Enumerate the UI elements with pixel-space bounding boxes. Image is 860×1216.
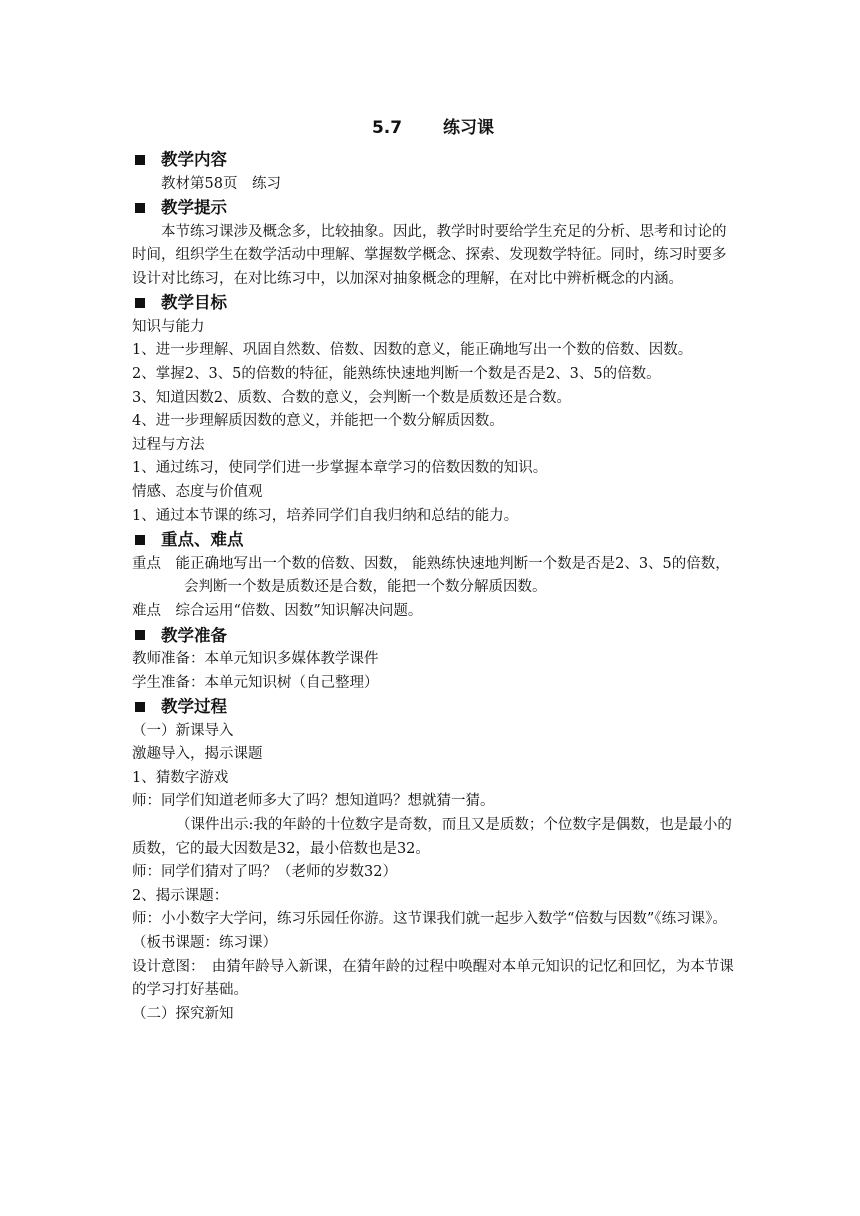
section-heading-prep: 教学准备 [132, 624, 734, 649]
hint-paragraph: 本节练习课涉及概念多，比较抽象。因此，教学时时要给学生充足的分析、思考和讨论的时间，组织学生在数学活动中理解、掌握数学概念、探索、发现数学特征。同时，练习时要多设计对比练习，在对比练习中，以加深对抽象概念的理解，在对比中辨析概念的内涵。 [132, 223, 727, 287]
goals-subheading-emotion: 情感、态度与价值观 [132, 484, 263, 501]
goals-subheading-process: 过程与方法 [132, 436, 205, 453]
courseware-paragraph: （课件出示:我的年龄的十位数字是奇数，而且又是质数；个位数字是偶数，也是最小的质数，它的最大因数是32，最小倍数也是32。 [132, 817, 732, 857]
textbook-reference: 教材第58页 练习 [161, 175, 281, 192]
section-heading-key: 重点、难点 [132, 528, 734, 553]
document-body [132, 112, 734, 1026]
goal-item: 1、通过练习，使同学们进一步掌握本章学习的倍数因数的知识。 [132, 460, 548, 477]
bullet-square-icon [135, 702, 145, 712]
process-game: 1、猜数字游戏 [132, 769, 229, 786]
teacher-line-2: 师：同学们猜对了吗？（老师的岁数32） [132, 864, 397, 881]
teacher-line-1: 师：同学们知道老师多大了吗？想知道吗？想就猜一猜。 [132, 793, 495, 810]
goal-item: 1、进一步理解、巩固自然数、倍数、因数的意义，能正确地写出一个数的倍数、因数。 [132, 342, 693, 359]
process-part-2: （二）探究新知 [132, 1005, 234, 1022]
goal-item: 4、进一步理解质因数的意义，并能把一个数分解质因数。 [132, 413, 504, 430]
section-heading-process: 教学过程 [132, 695, 734, 720]
goals-subheading-knowledge: 知识与能力 [132, 318, 205, 335]
process-intro: 激趣导入，揭示课题 [132, 746, 263, 763]
teacher-prep: 教师准备：本单元知识多媒体教学课件 [132, 651, 379, 667]
section-heading-content: 教学内容 [132, 148, 734, 173]
teacher-line-3: 师：小小数字大学问，练习乐园任你游。这节课我们就一起步入数学“倍数与因数”《练习课》。 [132, 911, 727, 928]
goal-item: 1、通过本节课的练习，培养同学们自我归纳和总结的能力。 [132, 507, 519, 524]
difficulty-line: 难点 综合运用“倍数、因数”知识解决问题。 [132, 602, 423, 619]
bullet-square-icon [135, 535, 145, 545]
goal-item: 3、知道因数2、质数、合数的意义，会判断一个数是质数还是合数。 [132, 389, 571, 406]
bullet-square-icon [135, 203, 145, 213]
goal-item: 2、掌握2、3、5的倍数的特征，能熟练快速地判断一个数是否是2、3、5的倍数。 [132, 366, 661, 383]
process-reveal: 2、揭示课题： [132, 887, 229, 904]
board-title: （板书课题：练习课） [132, 935, 277, 952]
bullet-square-icon [135, 298, 145, 308]
student-prep: 学生准备：本单元知识树（自己整理） [132, 674, 379, 691]
lesson-title: 5.7 练习课 [371, 118, 495, 138]
section-heading-hint: 教学提示 [132, 196, 734, 221]
design-intent: 设计意图： 由猜年龄导入新课，在猜年龄的过程中唤醒对本单元知识的记忆和回忆，为本节课的学习打好基础。 [132, 958, 734, 999]
section-heading-goals: 教学目标 [132, 291, 734, 316]
key-point-line: 重点 能正确地写出一个数的倍数、因数， 能熟练快速地判断一个数是否是2、3、5的倍数，会判断一个数是质数还是合数，能把一个数分解质因数。 [132, 555, 730, 596]
bullet-square-icon [135, 630, 145, 640]
process-part-1: （一）新课导入 [132, 722, 234, 739]
bullet-square-icon [135, 155, 145, 165]
